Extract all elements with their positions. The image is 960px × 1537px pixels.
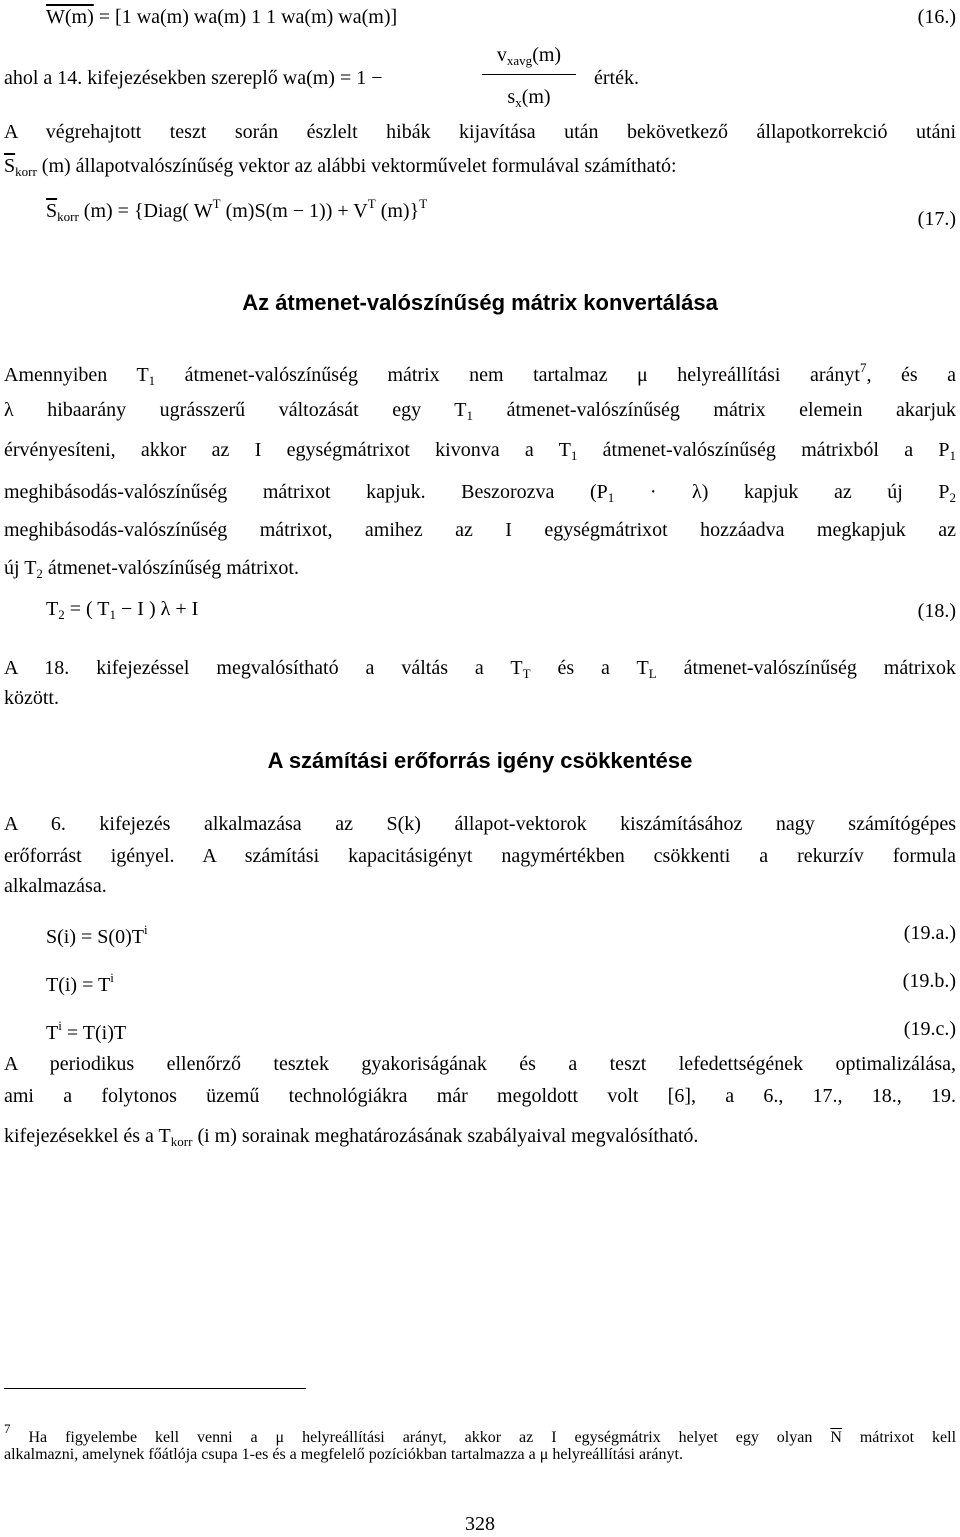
p5-l3sub: korr [170, 1134, 193, 1149]
p4-l1a: A 6. kifejezés alkalmazása az [4, 813, 353, 835]
ahol-frac-bottom [482, 84, 576, 116]
footnote-l1a: Ha figyelembe kell venni a μ helyreállítási arányt, akkor az [28, 1429, 534, 1446]
eq19c-text: T [46, 1022, 59, 1044]
p5-l3a: kifejezésekkel és a T [4, 1125, 171, 1147]
footnote-line1: $^7$ Ha figyelembe kell venni a μ helyreállítási arányt, akkor az I egységmátrix helyet egy olyan $\overline{N}$ mátrixot kell [4, 1421, 957, 1446]
frac-top-v: v [496, 44, 507, 66]
section-heading-2: A számítási erőforrás igény csökkentése [267, 748, 693, 773]
eq19a-text: S(i) = S(0)T [46, 926, 144, 948]
equation-19a [46, 922, 148, 949]
p2-l3c: átmenet-valószínűség mátrixból a [602, 439, 914, 461]
p4-l1b: állapot-vektorok kiszámításához nagy számítógépes [454, 813, 957, 835]
p3-l1b: és a [557, 657, 610, 679]
eq17-number: (17.) [917, 208, 956, 230]
footnote-line2: alkalmazni, amelynek főátlója csupa 1-es és a megfelelő pozíciókban tartalmazza a μ helyreállítási arányt. [4, 1446, 683, 1463]
p1-s: $\overline{S}$ [4, 155, 16, 177]
eq19c-text2: = T(i)T [61, 1022, 127, 1044]
eq19c-number: (19.c.) [903, 1018, 956, 1040]
eq19b-number: (19.b.) [902, 970, 956, 992]
eq16-number: (16.) [917, 6, 956, 28]
eq17-sup2: T [367, 196, 376, 211]
p2-line3: érvényesíteni, akkor az I egységmátrixot kivonva a $T_1$ átmenet-valószínűség mátrixból a $P_1$ [4, 439, 956, 463]
p2-l1a: Amennyiben T [4, 364, 149, 386]
eq19b-text: T(i) = T [46, 974, 111, 996]
p2-line4: meghibásodás-valószínűség mátrixot kapjuk. Beszorozva $(P_1 \cdot \lambda)$ kapjuk az új $P_2$ [4, 481, 957, 505]
eq17-mid: (m)S(m − 1)) + V [225, 200, 368, 222]
p2-l6b: átmenet-valószínűség mátrixot. [47, 557, 299, 579]
frac-top-arg: (m) [532, 44, 562, 66]
p5-line3 [4, 1124, 960, 1154]
p2-l4b: · λ) kapjuk az új [649, 481, 903, 503]
eq19b-sup: i [110, 970, 114, 985]
equation-18: $T_2$ = ( $T_1 - I$ ) λ + I [46, 598, 199, 622]
p1-rest: (m) állapotvalószínűség vektor az alábbi vektorművelet formulával számítható: [41, 155, 677, 177]
p2-line5: meghibásodás-valószínűség mátrixot, amihez az I egységmátrixot hozzáadva megkapjuk az [4, 519, 956, 541]
p1-line2 [4, 154, 960, 184]
equation-17 [46, 196, 427, 225]
frac-bot-arg: (m) [521, 86, 551, 108]
frac-bot-sub: x [515, 95, 522, 110]
eq17-s: $\overline{S}$ [46, 200, 58, 222]
eq16-lhs: W(m) [46, 6, 94, 28]
p2-l2a: λ hibaarány ugrásszerű változását egy T [4, 399, 467, 421]
eq16-rhs: = [1 wa(m) wa(m) 1 1 wa(m) wa(m)] [98, 6, 398, 28]
p2-line1: Amennyiben $T_1$ átmenet-valószínűség mátrix nem tartalmaz μ helyreállítási arányt$^7$, és a [4, 360, 957, 388]
eq19a-number: (19.a.) [903, 922, 956, 944]
p3-l1c: átmenet-valószínűség mátrixok [683, 657, 956, 679]
p5-line1: A periodikus ellenőrző tesztek gyakoriságának és a teszt lefedettségének optimalizálása, [4, 1053, 956, 1075]
eq18-mid: − I ) λ + I [121, 598, 199, 620]
p4-line2: erőforrást igényel. A számítási kapacitásigényt nagymértékben csökkenti a rekurzív formula [4, 845, 956, 867]
p2-l3a: érvényesíteni, akkor az [4, 439, 230, 461]
ahol-frac-top [482, 42, 576, 75]
eq18-number: (18.) [917, 600, 956, 622]
p2-l5b: egységmátrixot hozzáadva megkapjuk az [544, 519, 956, 541]
p3-line1: A 18. kifejezéssel megvalósítható a váltás a $T_T$ és a $T_L$ átmenet-valószínűség mátrixok [4, 657, 956, 681]
p2-l4a: meghibásodás-valószínűség mátrixot kapjuk. Beszorozva (P [4, 481, 608, 503]
ahol-line [4, 42, 960, 122]
p4-line1 [4, 812, 956, 836]
footnote-l1c: mátrixot kell [859, 1429, 957, 1446]
footnote-rule [4, 1388, 306, 1389]
eq17-sub: korr [57, 209, 79, 224]
frac-bot-s: s [507, 86, 516, 108]
section-heading-1: Az átmenet-valószínűség mátrix konvertálása [242, 290, 718, 315]
p5-line2: ami a folytonos üzemű technológiákra már megoldott volt [6], a 6., 17., 18., 19. [4, 1085, 956, 1107]
ahol-post: érték. [594, 67, 639, 89]
p5-l3b: (i m) sorainak meghatározásának szabályaival megvalósítható. [197, 1125, 699, 1147]
p2-line2: λ hibaarány ugrásszerű változását egy $T_1$ átmenet-valószínűség mátrix elemein akarjuk [4, 399, 957, 423]
eq19a-sup: i [143, 922, 148, 937]
eq17-sup1: T [212, 196, 221, 211]
p2-l5a: meghibásodás-valószínűség mátrixot, amihez az [4, 519, 473, 541]
p2-l1c: , és a [866, 364, 957, 386]
p4-line3: alkalmazása. [4, 875, 107, 897]
footnote-l1b: egységmátrix helyet egy olyan [574, 1429, 813, 1446]
p2-l2b: átmenet-valószínűség mátrix elemein akarjuk [506, 399, 957, 421]
frac-top-sub: xavg [506, 53, 533, 68]
eq18-body: = ( T [69, 598, 110, 620]
eq17-body: (m) = {Diag( W [83, 200, 213, 222]
footnote-ref: 7 [859, 360, 867, 375]
p4-l1s: S(k) [386, 813, 421, 835]
eq17-end: (m)} [380, 200, 420, 222]
p2-l1b: átmenet-valószínűség mátrix nem tartalmaz μ helyreállítási arányt [184, 364, 860, 386]
eq19c-sup: i [58, 1018, 62, 1033]
eq17-sup3: T [419, 196, 428, 211]
p1-line1: A végrehajtott teszt során észlelt hibák kijavítása után bekövetkező állapotkorrekció utáni [4, 121, 956, 143]
p2-l6a: új [4, 557, 20, 579]
p2-line6: új $T_2$ átmenet-valószínűség mátrixot. [4, 557, 299, 581]
p1-s-sub: korr [15, 164, 37, 179]
ahol-pre: ahol a 14. kifejezésekben szereplő wa(m) = 1 − [4, 67, 383, 89]
equation-19b [46, 970, 114, 997]
p3-line2: között. [4, 687, 59, 709]
p3-l1a: A 18. kifejezéssel megvalósítható a váltás a [4, 657, 484, 679]
footnote-mark: 7 [4, 1421, 11, 1436]
p2-l3b: egységmátrixot kivonva a [286, 439, 534, 461]
equation-19c [46, 1018, 126, 1045]
footnote-n: $\overline{N}$ [830, 1429, 842, 1446]
page-number: 328 [465, 1513, 495, 1535]
equation-16 [46, 6, 397, 29]
